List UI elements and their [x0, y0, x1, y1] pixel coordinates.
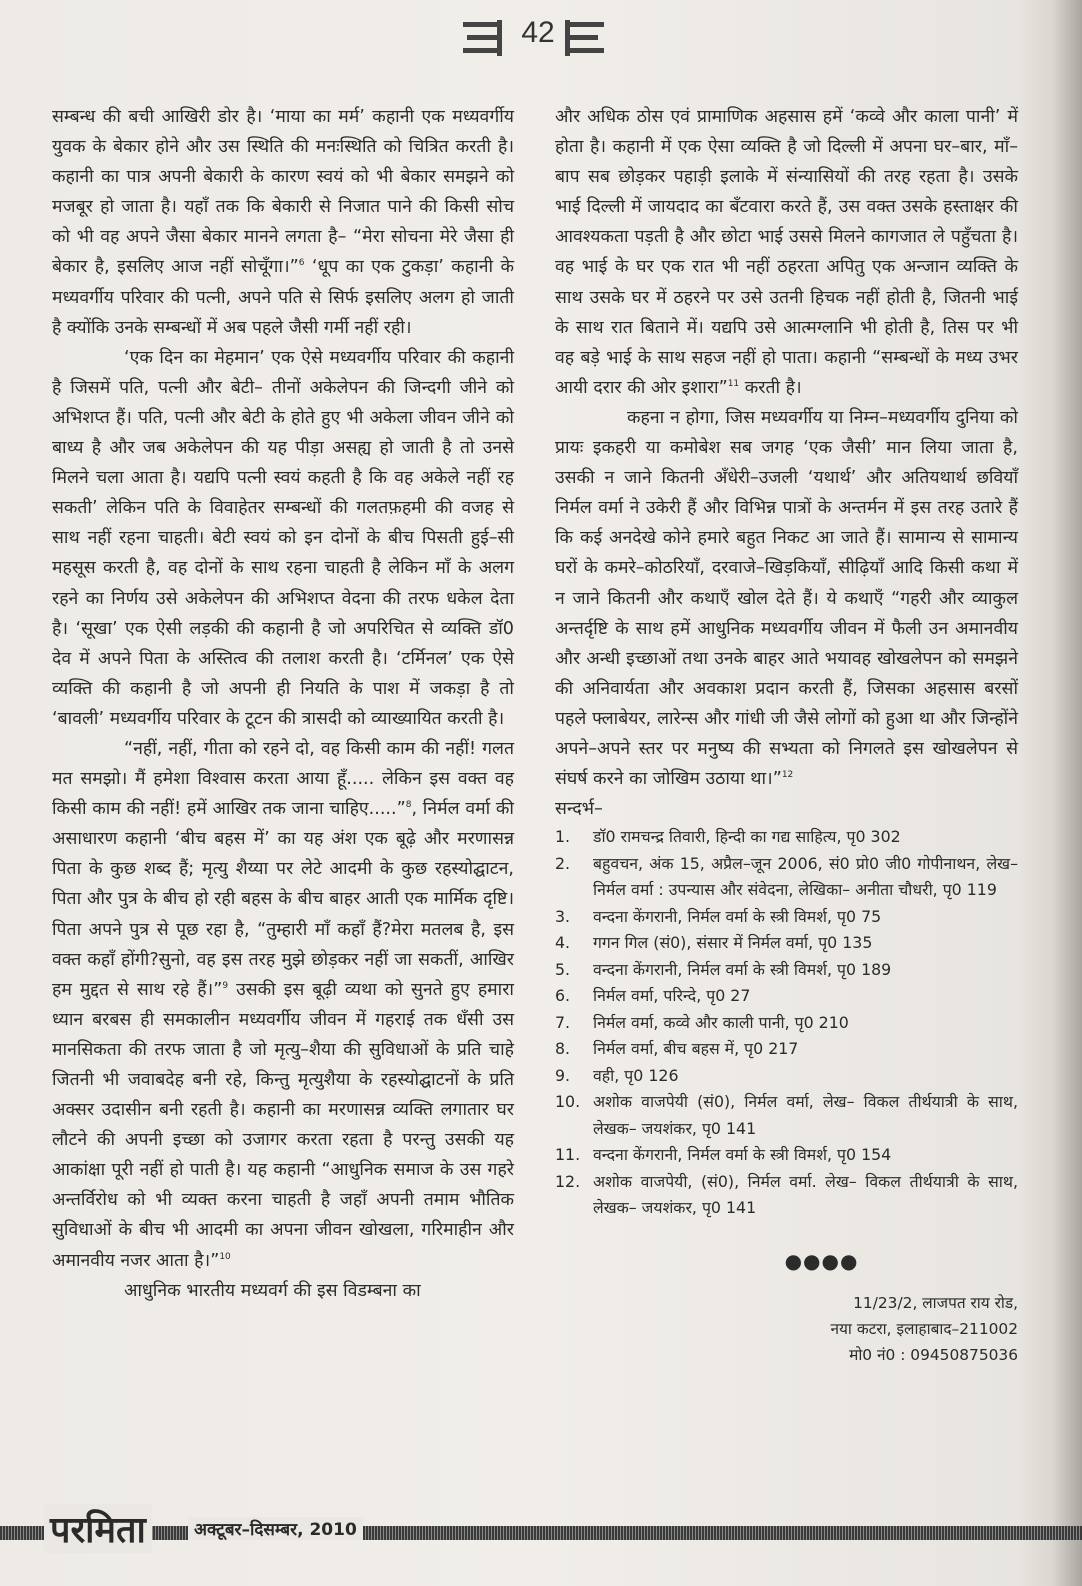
- paragraph-text: उसकी इस बूढ़ी व्यथा को सुनते हुए हमारा ध्यान बरबस ही समकालीन मध्यवर्गीय जीवन में गहराई तक धँसी उस मानसिकता की तरफ जाता है जो मृत्यु–शैया की सुविधाओं के प्रति चाहे जितनी भी जवाबदेह बनी रहे, किन्तु मृत्युशैया के रहस्योद्घाटनों के प्रति अक्सर उदासीन बनी रहती है। कहानी का मरणासन्न व्यक्ति लगातार घर लौटने की अपनी इच्छा को उजागर करता रहता है परन्तु उसकी यह आकांक्षा पूरी नहीं हो पाती है। यह कहानी “आधुनिक समाज के उस गहरे अन्तर्विरोध को भी व्यक्त करना चाहती है जहाँ अपनी तमाम भौतिक सुविधाओं के बीच भी आदमी का अपना जीवन खोखला, गरिमाहीन और अमानवीय नजर आता है।”: [52, 979, 514, 1271]
- right-column: [555, 102, 1018, 1368]
- reference-number: 11.: [555, 1145, 581, 1165]
- reference-item: [555, 957, 1018, 984]
- reference-text: वन्दना केंगरानी, निर्मल वर्मा के स्त्री विमर्श, पृ0 189: [593, 959, 892, 979]
- page-edge-shadow: [1052, 0, 1082, 1586]
- reference-text: अशोक वाजपेयी (सं0), निर्मल वर्मा, लेख– विकल तीर्थयात्री के साथ, लेखक– जयशंकर, पृ0 141: [593, 1092, 1018, 1138]
- paragraph-text: करती है।: [739, 377, 802, 398]
- reference-text: वन्दना केंगरानी, निर्मल वर्मा के स्त्री विमर्श, पृ0 154: [593, 1145, 892, 1165]
- reference-number: 1.: [555, 827, 571, 847]
- page-folio: [455, 10, 615, 70]
- paragraph-text: सम्बन्ध की बची आखिरी डोर है। ‘माया का मर्म’ कहानी एक मध्यवर्गीय युवक के बेकार होने और उस स्थिति की मनःस्थिति को चित्रित करती है। कहानी का पात्र अपनी बेकारी के कारण स्वयं को भी बेकार समझने को मजबूर हो जाता है। यहाँ तक कि बेकारी से निजात पाने की किसी सोच को भी वह अपने जैसा बेकार मानने लगता है– “मेरा सोचना मेरे जैसा ही बेकार है, इसलिए आज नहीं सोचूँगा।”: [52, 107, 514, 278]
- footnote-marker: 10: [219, 1251, 231, 1262]
- reference-number: 6.: [555, 986, 571, 1006]
- footnote-marker: 11: [727, 378, 740, 389]
- reference-number: 4.: [555, 933, 571, 953]
- address-line: नया कटरा, इलाहाबाद–211002: [830, 1319, 1018, 1338]
- reference-text: वही, पृ0 126: [593, 1065, 679, 1085]
- paragraph-text: , निर्मल वर्मा की असाधारण कहानी ‘बीच बहस में’ का यह अंश एक बूढ़े और मरणासन्न पिता के कुछ शब्द हैं; मृत्यु शैय्या पर लेटे आदमी के कुछ रहस्योद्घाटन, पिता और पुत्र के बीच हो रही बहस के बीच बाहर आती एक मार्मिक दृष्टि। पिता अपने पुत्र से पूछ रहा है, “तुम्हारी माँ कहाँ हैं?मेरा मतलब है, इस वक्त कहाँ होंगी?सुनो, वह इस तरह मुझे छोड़कर नहीं जा सकतीं, आखिर हम मुद्दत से साथ रहे हैं।”: [52, 799, 514, 1000]
- reference-item: [555, 1036, 1018, 1063]
- paragraph-text: और अधिक ठोस एवं प्रामाणिक अहसास हमें ‘कव्वे और काला पानी’ में होता है। कहानी में एक ऐसा व्यक्ति है जो दिल्ली में अपना घर–बार, माँ–बाप सब छोड़कर पहाड़ी इलाके में संन्यासियों की तरह रहता है। उसके भाई दिल्ली में जायदाद का बँटवारा करते हैं, उस वक्त उसके हस्ताक्षर की आवश्यकता पड़ती है और छोटा भाई उससे मिलने कागजात ले पहुँचता है। वह भाई के घर एक रात भी नहीं ठहरता अपितु एक अन्जान व्यक्ति के साथ उसके घर में ठहरने पर उसे उतनी हिचक नहीं होती है, जितनी भाई के साथ रात बिताने में। यद्यपि उसे आत्मग्लानि भी होती है, तिस पर भी वह बड़े भाई के साथ सहज नहीं हो पाता। कहानी “सम्बन्धों के मध्य उभर आयी दरार की ओर इशारा”: [555, 107, 1018, 398]
- paragraph-text: ‘धूप का एक टुकड़ा’ कहानी के मध्यवर्गीय परिवार की पत्नी, अपने पति से सिर्फ इसलिए अलग हो जाती है क्योंकि उनके सम्बन्धों में अब पहले जैसी गर्मी नहीं रही।: [52, 257, 514, 338]
- reference-item: [555, 1089, 1018, 1142]
- reference-item: [555, 983, 1018, 1010]
- reference-text: अशोक वाजपेयी, (सं0), निर्मल वर्मा. लेख– विकल तीर्थयात्री के साथ, लेखक– जयशंकर, पृ0 141: [593, 1171, 1018, 1218]
- reference-number: 3.: [555, 906, 571, 926]
- footer-rule: [0, 1526, 1082, 1540]
- reference-text: निर्मल वर्मा, कव्वे और काली पानी, पृ0 210: [593, 1012, 849, 1032]
- reference-item: [555, 824, 1018, 851]
- reference-number: 12.: [555, 1171, 581, 1191]
- paragraph: [52, 102, 514, 343]
- issue-date: अक्टूबर–दिसम्बर, 2010: [188, 1517, 363, 1540]
- paragraph: ‘एक दिन का मेहमान’ एक ऐसे मध्यवर्गीय परिवार की कहानी है जिसमें पति, पत्नी और बेटी– तीनों अकेलेपन की जिन्दगी जीने को अभिशप्त हैं। पति, पत्नी और बेटी के होते हुए भी अकेला जीवन जीने को बाध्य है और जब अकेलेपन की यह पीड़ा असह्य हो जाती है तो उनसे मिलने चला आता है। यद्यपि पत्नी स्वयं कहती है कि वह अकेले नहीं रह सकती’ लेकिन पति के विवाहेतर सम्बन्धों की गलतफ़हमी की वजह से साथ नहीं रहना चाहती। बेटी स्वयं को इन दोनों के बीच पिसती हुई–सी महसूस करती है, वह दोनों के साथ रहना चाहती है लेकिन माँ के अलग रहने का निर्णय उसे अकेलेपन की अभिशप्त वेदना की तरफ धकेल देता है। ‘सूखा’ एक ऐसी लड़की की कहानी है जो अपरिचित से व्यक्ति डॉ0 देव में अपने पिता के अस्तित्व की तलाश करती है। ‘टर्मिनल’ एक ऐसे व्यक्ति की कहानी है जो अपनी ही नियति के पाश में जकड़ा है तो ‘बावली’ मध्यवर्गीय परिवार के टूटन की त्रासदी को व्याख्यायित करती है।: [52, 347, 514, 729]
- reference-item: [555, 1063, 1018, 1090]
- reference-number: 7.: [555, 1012, 571, 1032]
- reference-item: [555, 1010, 1018, 1037]
- reference-text: गगन गिल (सं0), संसार में निर्मल वर्मा, पृ0 135: [593, 933, 873, 953]
- reference-text: निर्मल वर्मा, परिन्दे, पृ0 27: [593, 986, 751, 1006]
- footnote-marker: 9: [222, 980, 229, 991]
- reference-item: [555, 930, 1018, 957]
- reference-text: डॉ0 रामचन्द्र तिवारी, हिन्दी का गद्य साहित्य, पृ0 302: [593, 827, 901, 847]
- folio-ornament-left: [463, 20, 505, 56]
- paragraph-text: कहना न होगा, जिस मध्यवर्गीय या निम्न–मध्यवर्गीय दुनिया को प्रायः इकहरी या कमोबेश सब जगह ‘एक जैसी’ मान लिया जाता है, उसकी न जाने कितनी अँधेरी–उजली ‘यथार्थ’ और अतियथार्थ छवियाँ निर्मल वर्मा ने उकेरी हैं और विभिन्न पात्रों के अन्तर्मन में इस तरह उतारे हैं कि कई अनदेखे कोने हमारे बहुत निकट आ जाते हैं। सामान्य से सामान्य घरों के कमरे–कोठरियाँ, दरवाजे–खिड़कियाँ, सीढ़ियाँ आदि किसी कथा में न जाने कितनी और कथाएँ खोल देते हैं। ये कथाएँ “गहरी और व्याकुल अन्तर्दृष्टि के साथ हमें आधुनिक मध्यवर्गीय जीवन में फैली उन अमानवीय और अन्धी इच्छाओं तथा उनके बाहर आते भयावह खोखलेपन को समझने की अनिवार्यता और अवकाश प्रदान करती हैं, जिसका अहसास बरसों पहले फ्लाबेयर, लारेन्स और गांधी जी जैसे लोगों को हुआ था और जिन्होंने अपने–अपने स्तर पर मनुष्य की सभ्यता को निगलते इस खोखलेपन से संघर्ष करने का जोखिम उठाया था।”: [555, 407, 1018, 790]
- reference-number: 10.: [555, 1092, 581, 1112]
- paragraph: [52, 734, 514, 1276]
- author-address: [555, 1290, 1018, 1368]
- reference-item: [555, 1169, 1018, 1222]
- reference-number: 9.: [555, 1065, 571, 1085]
- reference-item: [555, 851, 1018, 904]
- magazine-name: परमिता: [44, 1504, 152, 1553]
- reference-number: 8.: [555, 1039, 571, 1059]
- reference-item: [555, 904, 1018, 931]
- references-list: [555, 824, 1018, 1222]
- page-footer: [0, 1512, 1082, 1552]
- phone-line: मो0 नं0 : 09450875036: [849, 1345, 1018, 1364]
- paragraph: [555, 403, 1018, 794]
- folio-ornament-right: [565, 20, 607, 56]
- left-column: [52, 102, 514, 1306]
- footnote-marker: 8: [405, 800, 412, 811]
- reference-number: 5.: [555, 959, 571, 979]
- reference-number: 2.: [555, 853, 571, 873]
- footnote-marker: 12: [781, 770, 794, 781]
- reference-text: बहुवचन, अंक 15, अप्रैल–जून 2006, सं0 प्रो0 जी0 गोपीनाथन, लेख– निर्मल वर्मा : उपन्यास और संवेदना, लेखिका– अनीता चौधरी, पृ0 119: [593, 853, 1018, 900]
- paragraph: आधुनिक भारतीय मध्यवर्ग की इस विडम्बना का: [124, 1280, 421, 1301]
- address-line: 11/23/2, लाजपत राय रोड,: [853, 1293, 1018, 1312]
- paragraph-text: “नहीं, नहीं, गीता को रहने दो, वह किसी काम की नहीं! गलत मत समझो। मैं हमेशा विश्वास करता आया हूँ..... लेकिन इस वक्त वह किसी काम की नहीं! हमें आखिर तक जाना चाहिए.....”: [52, 738, 514, 820]
- reference-text: वन्दना केंगरानी, निर्मल वर्मा के स्त्री विमर्श, पृ0 75: [593, 906, 882, 926]
- reference-item: [555, 1142, 1018, 1169]
- paragraph: [555, 102, 1018, 403]
- reference-text: निर्मल वर्मा, बीच बहस में, पृ0 217: [593, 1039, 799, 1059]
- page-number: 42: [521, 16, 555, 49]
- footnote-marker: 6: [298, 258, 305, 269]
- references-heading: सन्दर्भ–: [555, 799, 603, 820]
- section-separator: ●●●●: [784, 1248, 859, 1273]
